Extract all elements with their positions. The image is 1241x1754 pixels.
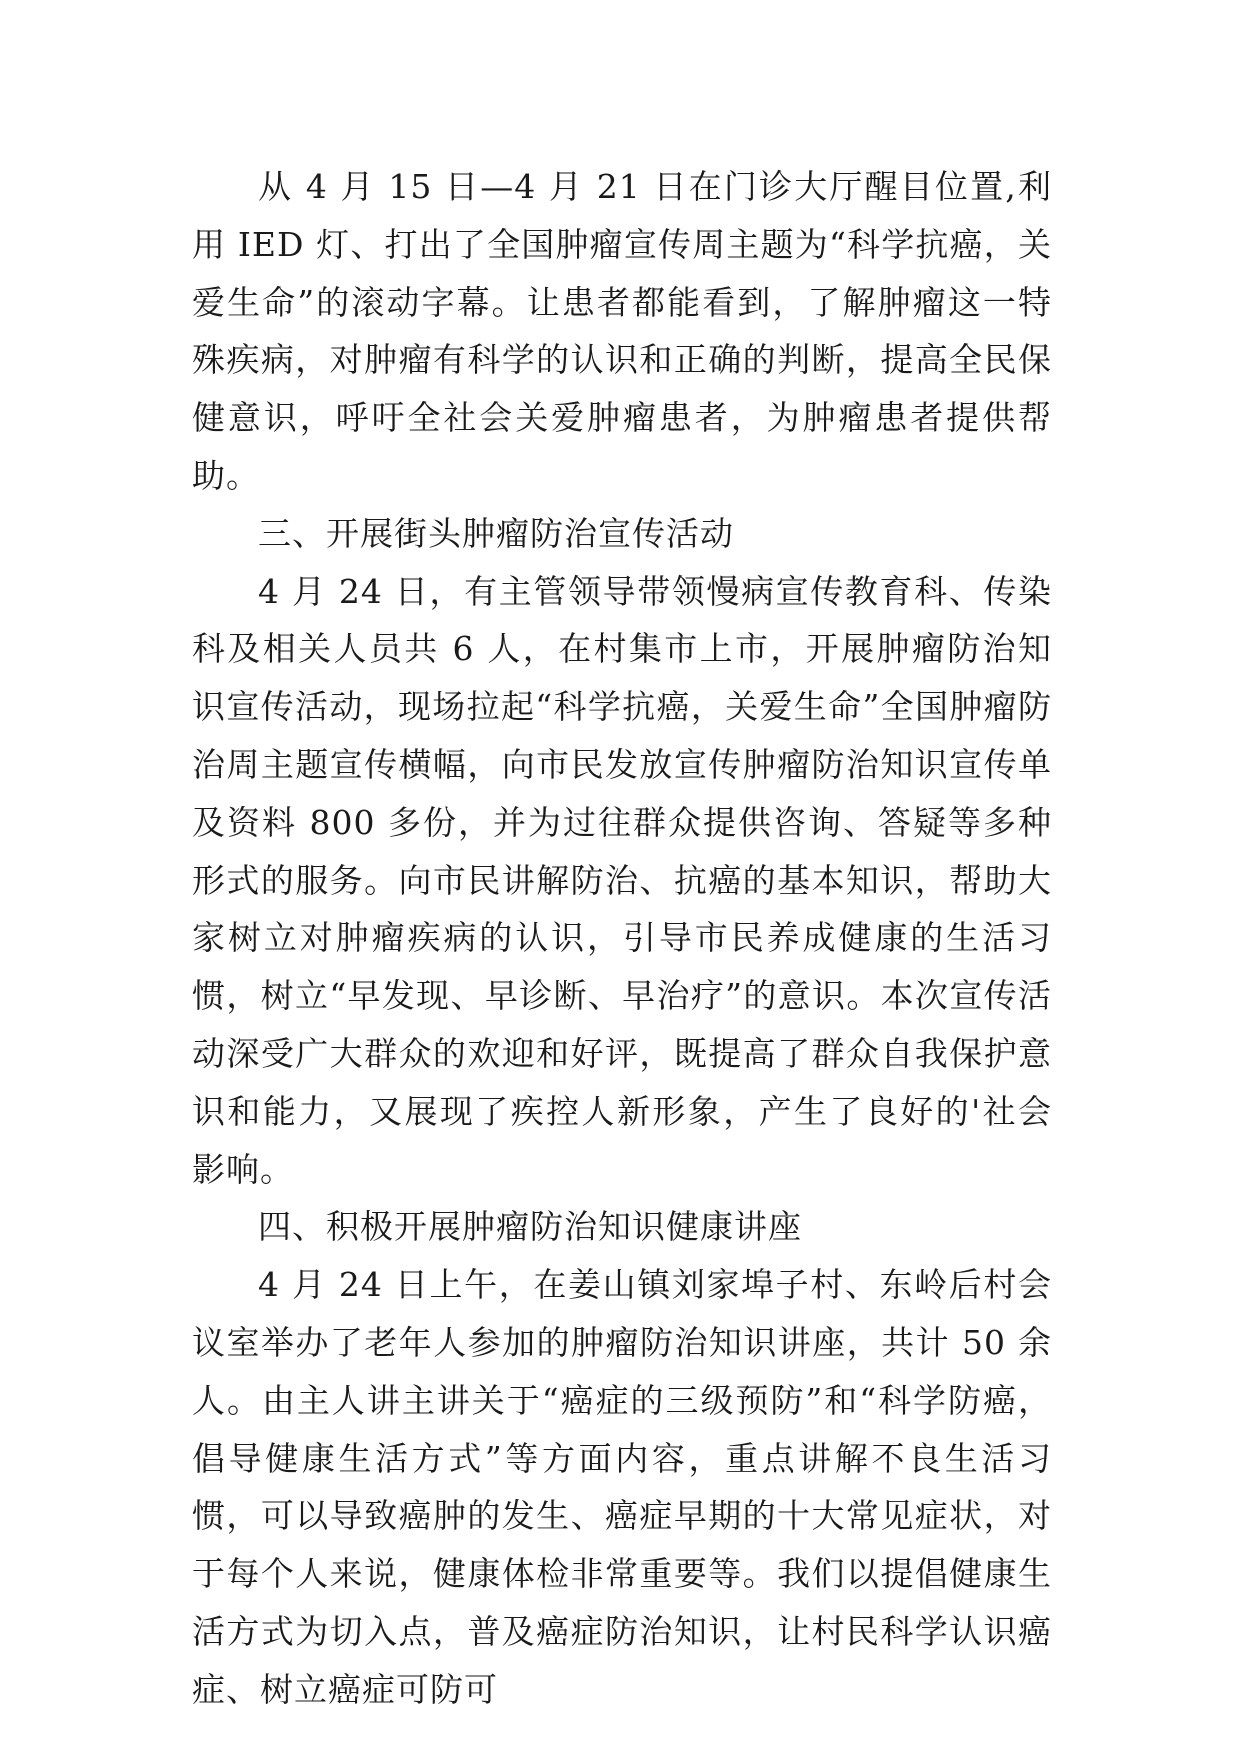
paragraph-street-campaign: 4 月 24 日，有主管领导带领慢病宣传教育科、传染科及相关人员共 6 人，在村集市上市，开展肿瘤防治知识宣传活动，现场拉起“科学抗癌，关爱生命”全国肿瘤防治周主题宣传横幅，向市民发放宣传肿瘤防治知识宣传单及资料 800 多份，并为过往群众提供咨询、答疑等多种形式的服务。向市民讲解防治、抗癌的基本知识，帮助大家树立对肿瘤疾病的认识，引导市民养成健康的生活习惯，树立“早发现、早诊断、早治疗”的意识。本次宣传活动深受广大群众的欢迎和好评，既提高了群众自我保护意识和能力，又展现了疾控人新形象，产生了良好的'社会影响。 — [192, 571, 1052, 1189]
paragraph-health-lecture: 4 月 24 日上午，在姜山镇刘家埠子村、东岭后村会议室举办了老年人参加的肿瘤防治知识讲座，共计 50 余人。由主人讲主讲关于“癌症的三级预防”和“科学防癌，倡导健康生活方式”等方面内容，重点讲解不良生活习惯，可以导致癌肿的发生、癌症早期的十大常见症状，对于每个人来说，健康体检非常重要等。我们以提倡健康生活方式为切入点，普及癌症防治知识，让村民科学认识癌症、树立癌症可防可 — [192, 1265, 1052, 1709]
section-heading-4: 四、积极开展肿瘤防治知识健康讲座 — [258, 1207, 802, 1247]
paragraph-intro: 从 4 月 15 日—4 月 21 日在门诊大厅醒目位置,利用 IED 灯、打出了全国肿瘤宣传周主题为“科学抗癌，关爱生命”的滚动字幕。让患者都能看到，了解肿瘤这一特殊疾病，对肿瘤有科学的认识和正确的判断，提高全民保健意识，呼吁全社会关爱肿瘤患者，为肿瘤患者提供帮助。 — [192, 167, 1052, 495]
document-page — [192, 158, 1052, 1719]
section-heading-3: 三、开展街头肿瘤防治宣传活动 — [258, 513, 734, 553]
